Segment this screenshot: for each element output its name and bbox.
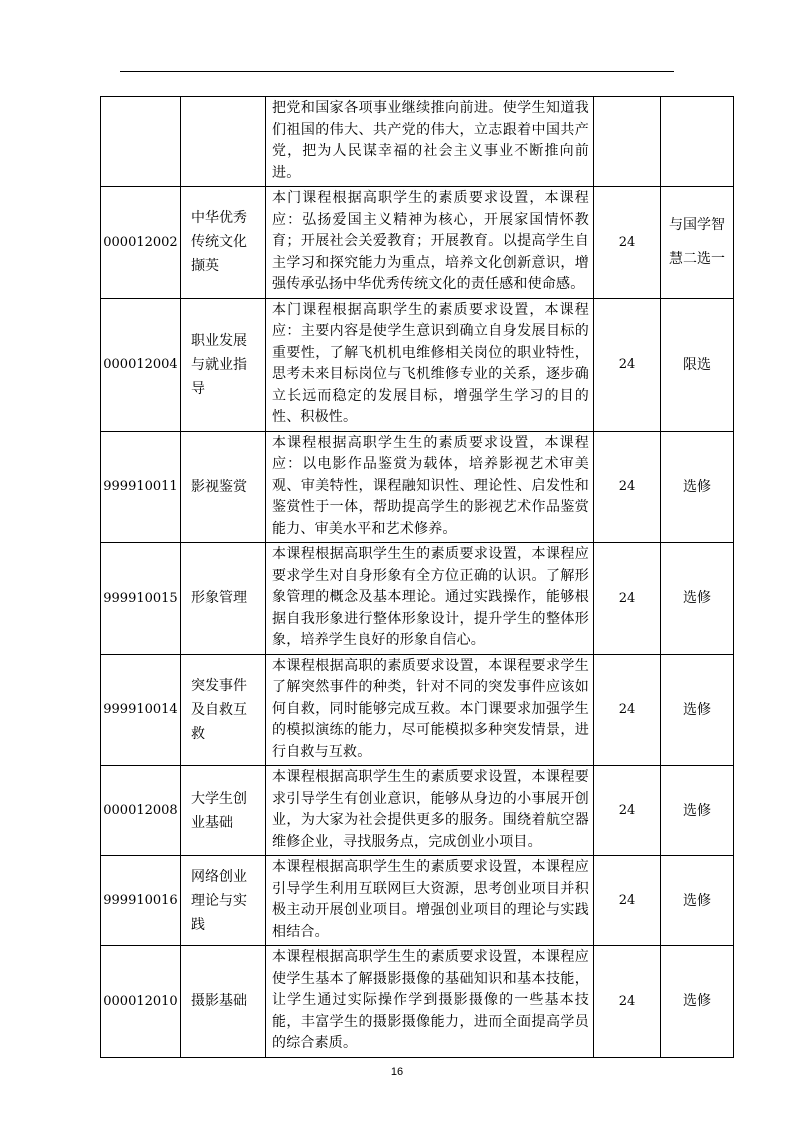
course-name <box>181 97 266 187</box>
course-code: 000012004 <box>101 298 181 431</box>
course-note: 选修 <box>661 431 734 543</box>
course-code: 999910014 <box>101 654 181 766</box>
course-description: 本课程根据高职学生生的素质要求设置，本课程应使学生基本了解摄影摄像的基础知识和基本技能，让学生通过实际操作学到摄影摄像的一些基本技能，丰富学生的摄影摄像能力，进而全面提高学员的综合素质。 <box>266 946 594 1058</box>
course-hours: 24 <box>594 298 661 431</box>
table-row <box>101 431 734 543</box>
table-row <box>101 187 734 299</box>
course-description: 把党和国家各项事业继续推向前进。使学生知道我们祖国的伟大、共产党的伟大，立志跟着中国共产党，把为人民谋幸福的社会主义事业不断推向前进。 <box>266 97 594 187</box>
course-note: 与国学智慧二选一 <box>661 187 734 299</box>
course-table <box>100 96 734 1058</box>
course-name: 网络创业理论与实践 <box>181 856 266 946</box>
course-name: 形象管理 <box>181 543 266 655</box>
course-hours: 24 <box>594 856 661 946</box>
course-name: 影视鉴赏 <box>181 431 266 543</box>
course-hours: 24 <box>594 766 661 856</box>
course-hours <box>594 97 661 187</box>
table-row <box>101 298 734 431</box>
course-name: 大学生创业基础 <box>181 766 266 856</box>
course-description: 本门课程根据高职学生的素质要求设置，本课程应：弘扬爱国主义精神为核心，开展家国情怀教育；开展社会关爱教育；开展教育。以提高学生自主学习和探究能力为重点，培养文化创新意识，增强传承弘扬中华优秀传统文化的责任感和使命感。 <box>266 187 594 299</box>
course-note <box>661 97 734 187</box>
course-hours: 24 <box>594 654 661 766</box>
course-name: 职业发展与就业指导 <box>181 298 266 431</box>
course-description: 本课程根据高职学生生的素质要求设置，本课程应：以电影作品鉴赏为载体，培养影视艺术审美观、审美特性，课程融知识性、理论性、启发性和鉴赏性于一体，帮助提高学生的影视艺术作品鉴赏能力、审美水平和艺术修养。 <box>266 431 594 543</box>
course-description: 本课程根据高职学生生的素质要求设置，本课程应引导学生利用互联网巨大资源，思考创业项目并积极主动开展创业项目。增强创业项目的理论与实践相结合。 <box>266 856 594 946</box>
course-hours: 24 <box>594 187 661 299</box>
table-row <box>101 97 734 187</box>
table-row <box>101 946 734 1058</box>
course-hours: 24 <box>594 543 661 655</box>
course-description: 本课程根据高职学生生的素质要求设置，本课程应要求学生对自身形象有全方位正确的认识。了解形象管理的概念及基本理论。通过实践操作，能够根据自我形象进行整体形象设计，提升学生的整体形象，培养学生良好的形象自信心。 <box>266 543 594 655</box>
course-note: 选修 <box>661 654 734 766</box>
course-code: 000012008 <box>101 766 181 856</box>
course-name: 突发事件及自救互救 <box>181 654 266 766</box>
course-description: 本课程根据高职学生生的素质要求设置，本课程要求引导学生有创业意识，能够从身边的小事展开创业，为大家为社会提供更多的服务。围绕着航空器维修企业，寻找服务点，完成创业小项目。 <box>266 766 594 856</box>
table-row <box>101 543 734 655</box>
course-name: 摄影基础 <box>181 946 266 1058</box>
course-code: 999910011 <box>101 431 181 543</box>
table-row <box>101 654 734 766</box>
course-hours: 24 <box>594 431 661 543</box>
course-name: 中华优秀传统文化撷英 <box>181 187 266 299</box>
table-row <box>101 766 734 856</box>
course-code: 000012010 <box>101 946 181 1058</box>
course-description: 本门课程根据高职学生的素质要求设置，本课程应：主要内容是使学生意识到确立自身发展目标的重要性，了解飞机机电维修相关岗位的职业特性，思考未来目标岗位与飞机维修专业的关系，逐步确立长远而稳定的发展目标，增强学生学习的目的性、积极性。 <box>266 298 594 431</box>
course-note: 限选 <box>661 298 734 431</box>
table-row <box>101 856 734 946</box>
course-description: 本课程根据高职的素质要求设置，本课程要求学生了解突然事件的种类，针对不同的突发事件应该如何自救，同时能够完成互救。本门课要求加强学生的模拟演练的能力，尽可能模拟多种突发情景，进行自救与互救。 <box>266 654 594 766</box>
course-note: 选修 <box>661 856 734 946</box>
course-code: 999910015 <box>101 543 181 655</box>
page-number: 16 <box>390 1066 404 1078</box>
course-code: 999910016 <box>101 856 181 946</box>
course-note: 选修 <box>661 543 734 655</box>
course-note: 选修 <box>661 766 734 856</box>
course-code: 000012002 <box>101 187 181 299</box>
course-code <box>101 97 181 187</box>
course-note: 选修 <box>661 946 734 1058</box>
course-hours: 24 <box>594 946 661 1058</box>
header-rule <box>120 71 674 72</box>
